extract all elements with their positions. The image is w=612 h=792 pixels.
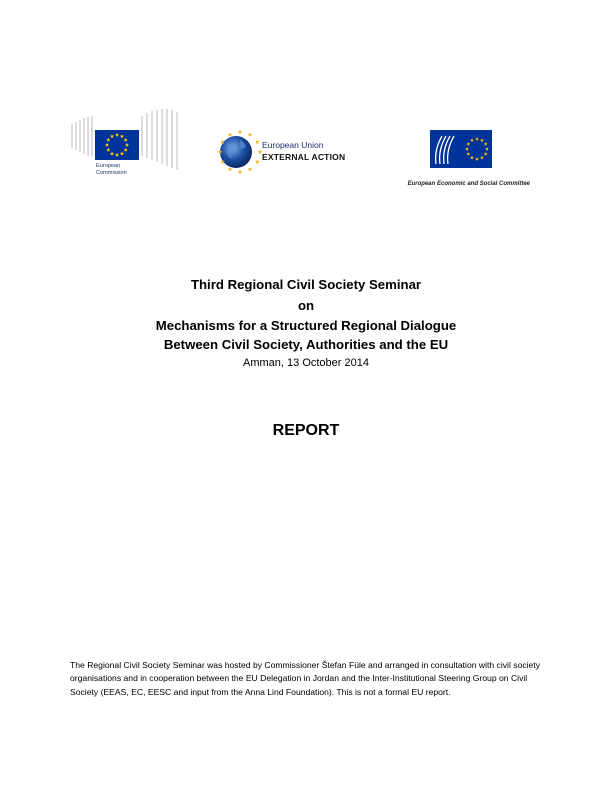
title-line-3: Mechanisms for a Structured Regional Dialogue xyxy=(155,318,457,333)
title-line-2: on xyxy=(297,298,315,313)
eeas-line1: European Union xyxy=(262,140,324,150)
star-icon xyxy=(248,167,253,171)
star-icon xyxy=(255,140,260,144)
eesc-flag-icon xyxy=(430,130,492,168)
ec-caption-line1: European xyxy=(96,163,121,169)
eesc-caption: European Economic and Social Committee xyxy=(407,181,530,187)
title-line-1: Third Regional Civil Society Seminar xyxy=(190,277,422,292)
star-icon xyxy=(228,167,233,171)
footer-note: The Regional Civil Society Seminar was hosted by Commissioner Štefan Füle and arranged in consultation with civil society organisations and in cooperation between the EU Delegation in Jordan and the Inter-Institutional Steering Group on Civil Society (EEAS, EC, EESC and input from the Anna Lind Foundation). This is not a formal EU report. xyxy=(70,660,541,697)
european-commission-logo xyxy=(70,108,184,184)
star-icon xyxy=(228,132,233,136)
star-icon xyxy=(238,170,243,174)
venue-date: Amman, 13 October 2014 xyxy=(243,357,369,369)
eesc-logo xyxy=(430,130,492,168)
ec-caption-line2: Commission xyxy=(96,170,127,176)
eeas-logo xyxy=(218,130,378,180)
star-icon xyxy=(255,160,260,164)
star-icon xyxy=(238,130,243,134)
report-heading: REPORT xyxy=(272,422,340,439)
eeas-line2: EXTERNAL ACTION xyxy=(262,152,346,162)
star-icon xyxy=(248,132,253,136)
title-line-4: Between Civil Society, Authorities and the EU xyxy=(163,337,449,352)
european-commission-building-icon xyxy=(70,108,184,184)
globe-stars-icon xyxy=(218,130,262,180)
